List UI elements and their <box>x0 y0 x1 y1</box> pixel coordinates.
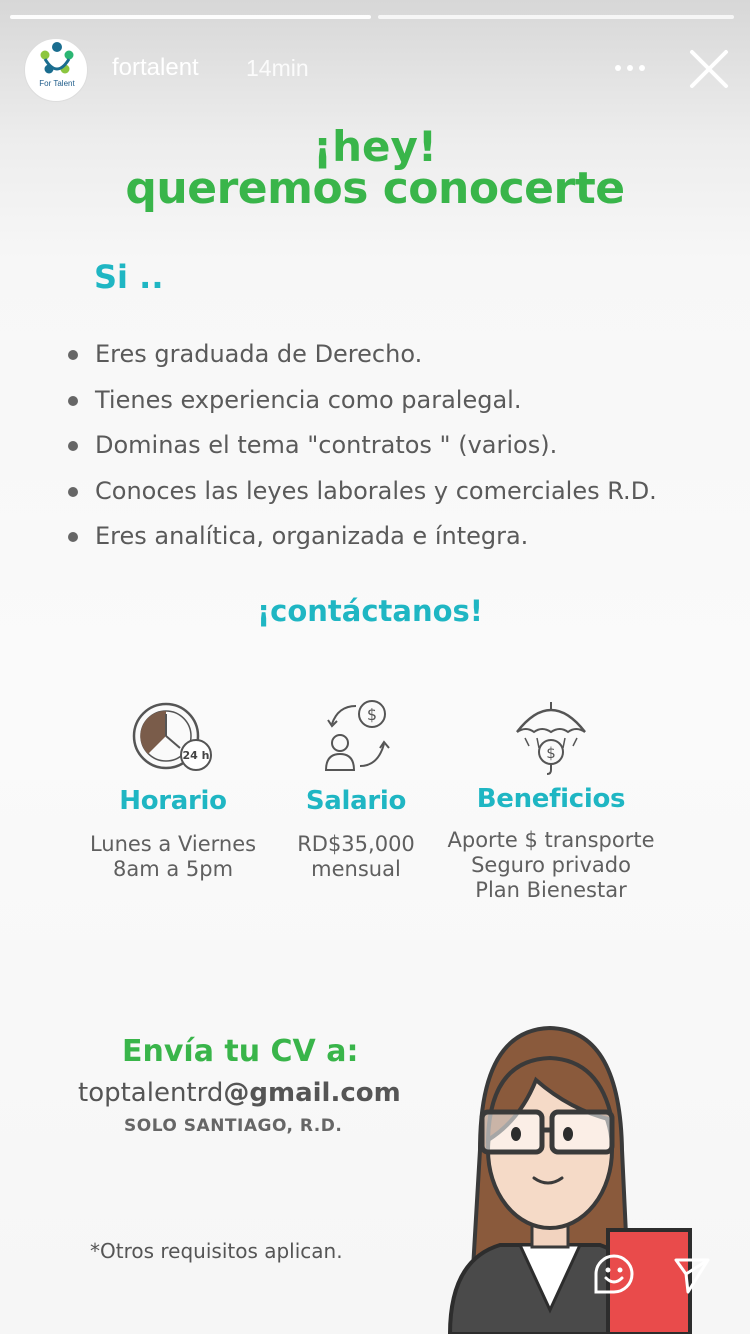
more-icon[interactable] <box>612 50 648 86</box>
bullet-icon <box>68 350 78 360</box>
send-cv-title: Envía tu CV a: <box>122 1034 359 1069</box>
requirement-text: Eres graduada de Derecho. <box>95 340 423 368</box>
money-exchange-icon <box>316 698 396 774</box>
si-label: Si .. <box>94 258 164 296</box>
feature-line: Lunes a Viernes <box>89 832 257 856</box>
svg-text:$: $ <box>366 705 378 724</box>
svg-text:$: $ <box>546 744 556 762</box>
requirements-list <box>68 334 708 562</box>
feature-horario <box>78 698 268 882</box>
feature-line: Plan Bienestar <box>475 878 627 902</box>
story-header <box>0 32 750 106</box>
email-address <box>78 1078 401 1108</box>
woman-illustration <box>440 1020 700 1334</box>
list-item <box>68 425 708 471</box>
list-item <box>68 334 708 380</box>
email-domain: @gmail.com <box>223 1078 401 1108</box>
requirement-text: Tienes experiencia como paralegal. <box>95 385 522 414</box>
progress-segment-1 <box>10 15 371 19</box>
umbrella-icon <box>511 698 591 776</box>
requirements-note: *Otros requisitos aplican. <box>90 1239 343 1263</box>
contact-title: ¡contáctanos! <box>256 594 484 628</box>
list-item <box>68 516 708 562</box>
list-item <box>68 471 708 517</box>
requirement-text: Dominas el tema "contratos " (varios). <box>95 431 558 459</box>
feature-line: 8am a 5pm <box>112 857 234 881</box>
feature-beneficios <box>440 698 662 903</box>
feature-line: RD$35,000 <box>297 832 415 856</box>
headline-hey: ¡hey! <box>312 122 438 171</box>
requirement-text: Conoces las leyes laborales y comerciales R.D. <box>95 476 657 505</box>
share-icon[interactable] <box>672 1252 712 1296</box>
feature-title: Salario <box>305 786 407 816</box>
location-text: SOLO SANTIAGO, R.D. <box>124 1116 343 1136</box>
close-icon[interactable] <box>686 46 732 92</box>
progress-segment-2 <box>378 15 734 19</box>
clock-badge-text: 24 h <box>182 749 210 762</box>
headline-conocerte: queremos conocerte <box>125 163 625 214</box>
feature-title: Horario <box>119 786 227 816</box>
story-progress-bar <box>0 15 750 19</box>
username[interactable]: fortalent <box>112 54 199 81</box>
feature-title: Beneficios <box>476 784 626 814</box>
avatar-brand-text: For Talent <box>39 79 75 88</box>
post-time: 14min <box>246 55 309 81</box>
bullet-icon <box>68 441 78 451</box>
feature-line: mensual <box>311 857 401 881</box>
clock-icon <box>128 698 218 774</box>
requirement-text: Eres analítica, organizada e íntegra. <box>95 522 529 550</box>
feature-salario <box>276 698 436 882</box>
avatar[interactable] <box>24 38 88 102</box>
bullet-icon <box>68 487 78 497</box>
sticker-icon[interactable] <box>590 1250 638 1298</box>
feature-line: Aporte $ transporte <box>447 828 655 852</box>
email-user: toptalentrd <box>78 1078 224 1108</box>
feature-line: Seguro privado <box>471 853 631 877</box>
bullet-icon <box>68 396 78 406</box>
bullet-icon <box>68 532 78 542</box>
fortalent-logo-icon <box>25 39 88 102</box>
list-item <box>68 380 708 426</box>
